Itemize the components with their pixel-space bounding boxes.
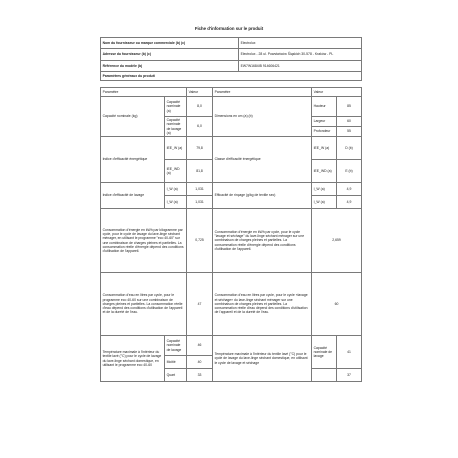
supplier-address-value: Electrolux - 28 ul. Powstańców Śląskich 30-578 - Kraków - PL [239,49,362,61]
supplier-table [100,37,362,81]
page-title: Fiche d'information sur le produit [194,26,264,31]
eei-wd-class-value: E (b) [337,160,362,183]
temp-quarter-value: 33 [187,369,213,382]
dry-capacity-label: Capacité nominale de lavage (a) [165,117,187,137]
supplier-name-label: Nom du fournisseur ou marque commerciale (b) (c) [101,38,239,49]
wash-capacity-value: 8,0 [187,97,213,117]
eei-w-label: IEE_W (a) [165,137,187,160]
height-value: 85 [337,97,362,117]
energy-consumption-wd-value: 2,659 [312,209,362,273]
energy-consumption-wash-text: Consommation d'énergie en kWh par kilogramme par cycle, pour le cycle de lavage du lave-linge séchant ménager, en utilisant le programme "eco 40-60" sur une combinaison de charges pleines et partielles. La consommation réelle d'énergie dépend des conditions d'utilisation de l'appareil. [101,209,187,273]
energy-consumption-wd-text: Consommation d'énergie en kWh par cycle, pour le cycle "lavage et séchage" du lave-linge séchant ménager sur une combinaison de charges pleines et partielles. La consommation réelle d'énergie dépend des conditions d'utilisation de l'appareil. [213,209,312,273]
eei-wd-value: 81,8 [187,160,213,183]
eei-label: Indice d'efficacité énergétique [101,137,165,183]
height-label: Hauteur [312,97,337,117]
wash-capacity-label: Capacité nominale (a) [165,97,187,117]
col-header-value: Valeur [187,88,213,97]
temp-wd-blank [312,369,337,382]
depth-label: Profondeur [312,127,337,137]
eei-wd-class-label: IEE_WD (a) [312,160,337,183]
model-reference-label: Référence du modèle (b) [101,61,239,72]
dimensions-label: Dimensions en cm (a) (b) [213,97,312,137]
energy-class-label: Classe d'efficacité énergétique [213,137,312,183]
depth-value: 55 [337,127,362,137]
water-consumption-wd-text: Consommation d'eau en litres par cycle, pour le cycle «lavage et séchage» du lave-linge séchant ménager sur une combinaison de charges pleines et partielles. La consommation réelle d'eau dépend des conditions d'utilisation de l'appareil et de la dureté de l'eau. [213,273,312,336]
wash-eff-label: Indice d'efficacité de lavage [101,183,165,209]
temp-wd-quarter-value: 37 [337,369,362,382]
temp-half-value: 40 [187,356,213,369]
capacity-label: Capacité nominale (kg) [101,97,165,137]
temp-half-label: Moitié [165,356,187,369]
eei-wd-label: IEE_WD (a) [165,160,187,183]
jwd-value: 4,9 [337,196,362,209]
water-consumption-wash-value: 47 [187,273,213,336]
eei-w-class-label: IEE_W (a) [312,137,337,160]
temp-wd-cap-value: 41 [337,336,362,369]
max-temp-wash-text: Température maximale à l'intérieur du textile lavé (°C) pour le cycle de lavage du lave-linge séchant domestique, en utilisant le programme eco 40-60 [101,336,165,382]
jwd-label: I_W (a) [312,196,337,209]
col-header-param: Paramètre [101,88,187,97]
eei-w-class-value: D (b) [337,137,362,160]
temp-cap-label: Capacité nominale de lavage [165,336,187,356]
temp-cap-value: 46 [187,336,213,356]
max-temp-wd-text: Température maximale à l'intérieur du textile lavé (°C) pour le cycle de lavage du lave-linge séchant domestique, en utilisant le cycle de lavage et séchage [213,336,312,382]
parameters-table [100,87,362,382]
iwd-label: I_W (a) [165,196,187,209]
supplier-address-label: Adresse du fournisseur (b) (c) [101,49,239,61]
eei-w-value: 79,8 [187,137,213,160]
width-value: 60 [337,117,362,127]
temp-quarter-label: Quart [165,369,187,382]
general-params-heading: Paramètres généraux du produit [101,72,362,81]
col-header-value-2: Valeur [312,88,362,97]
iw-value: 1,031 [187,183,213,196]
iwd-value: 1,031 [187,196,213,209]
model-reference-value: EW7W1684IB 914606421 [239,61,362,72]
water-consumption-wash-text: Consommation d'eau en litres par cycle, pour le programme eco 40-60 sur une combinaison de charges pleines et partielles. La consommation réelle d'eau dépend des conditions d'utilisation de l'appareil et de la dureté de l'eau. [101,273,187,336]
rinse-eff-label: Efficacité de rinçage (g/kg de textile sec) [213,183,312,209]
width-label: Largeur [312,117,337,127]
jw-label: I_W (a) [312,183,337,196]
dry-capacity-value: 6,0 [187,117,213,137]
water-consumption-wd-value: 60 [312,273,362,336]
jw-value: 4,9 [337,183,362,196]
iw-label: I_W (a) [165,183,187,196]
supplier-name-value: Electrolux [239,38,362,49]
temp-wd-cap-label: Capacité nominale de lavage [312,336,337,369]
col-header-param-2: Paramètre [213,88,312,97]
energy-consumption-wash-value: 0,725 [187,209,213,273]
